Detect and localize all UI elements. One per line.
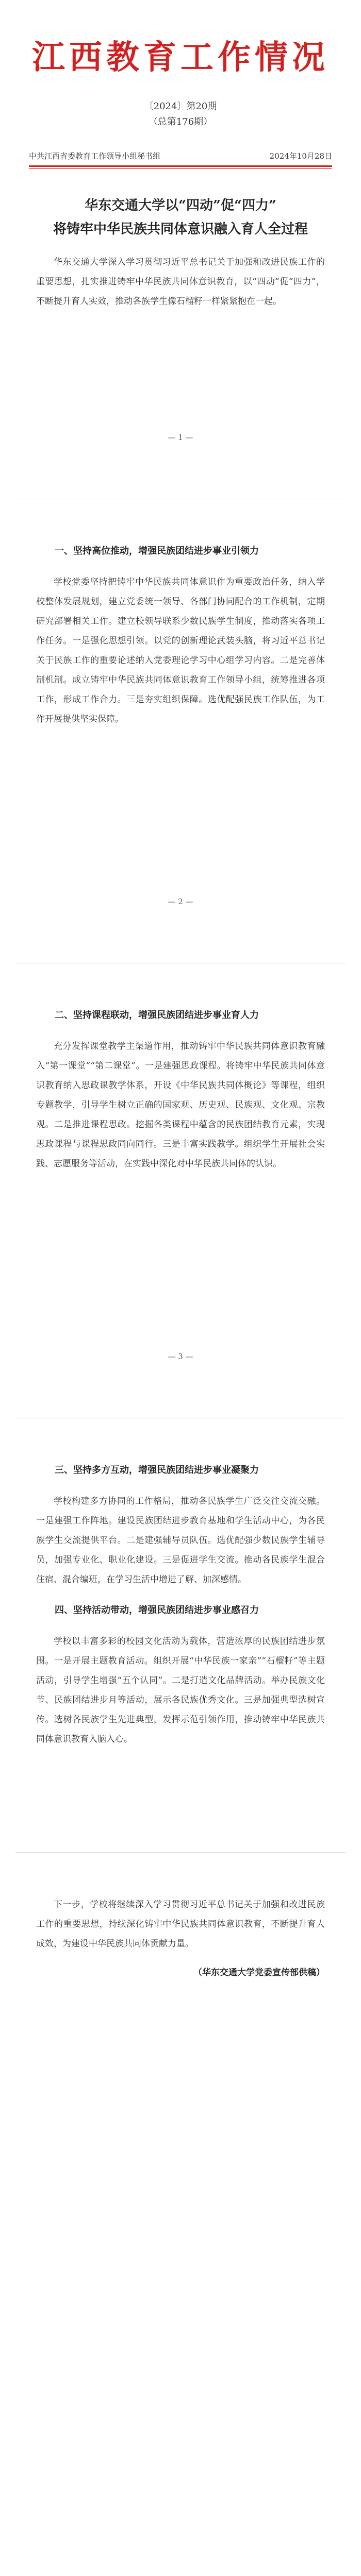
issue-number (0, 99, 361, 130)
section-4-heading: 四、坚持活动带动，增强民族团结进步事业感召力 (55, 1605, 259, 1616)
issuer: 中共江西省委教育工作领导小组秘书组 (29, 151, 161, 161)
page-number-2: — 2 — (168, 897, 193, 906)
issue-date: 2024年10月28日 (269, 151, 332, 161)
article-title-line-1: 华东交通大学以“四动”促“四力” (85, 198, 276, 213)
source-note: （华东交通大学党委宣传部供稿） (193, 1968, 325, 1978)
section-4-body: 学校以丰富多彩的校园文化活动为载体，营造浓厚的民族团结进步氛围。一是开展主题教育活动。组织开展“中华民族一家亲”“石榴籽”等主题活动，引导学生增强“五个认同”。二是打造文化品牌活动。举办民族文化节、民族团结进步月等活动，展示各民族优秀文化。三是加强典型选树宣传。选树各民族学生先进典型，发挥示范引领作用，推动铸牢中华民族共同体意识教育入脑入心。 (36, 1636, 325, 1744)
section-2-body: 充分发挥课堂教学主渠道作用，推动铸牢中华民族共同体意识教育融入“第一课堂”“第二课堂”。一是建强思政课程。将铸牢中华民族共同体意识教育纳入思政课教学体系，开设《中华民族共同体概论》等课程，组织专题教学，引导学生树立正确的国家观、历史观、民族观、文化观、宗教观。二是推进课程思政。挖掘各类课程中蕴含的民族团结教育元素，实现思政课程与课程思政同向同行。三是丰富实践教学。组织学生开展社会实践、志愿服务等活动，在实践中深化对中华民族共同体的认识。 (36, 1041, 325, 1169)
meta-row (29, 150, 332, 161)
closing-paragraph: 下一步，学校将继续深入学习贯彻习近平总书记关于加强和改进民族工作的重要思想，持续深化铸牢中华民族共同体意识教育，不断提升育人成效，为建设中华民族共同体贡献力量。 (36, 1900, 325, 1949)
red-divider (29, 165, 332, 167)
section-3-body: 学校构建多方协同的工作格局，推动各民族学生广泛交往交流交融。一是建强工作阵地。建设民族团结进步教育基地和学生活动中心，为各民族学生交流提供平台。二是建强辅导员队伍。选优配强少数民族学生辅导员，加强专业化、职业化建设。三是促进学生交流。推动各民族学生混合住宿、混合编班，在学习生活中增进了解、加深感情。 (36, 1496, 325, 1585)
article-title (0, 194, 361, 241)
intro-paragraph: 华东交通大学深入学习贯彻习近平总书记关于加强和改进民族工作的重要思想，扎实推进铸牢中华民族共同体意识教育，以“四动”促“四力”，不断提升育人实效，推动各族学生像石榴籽一样紧紧抱在一起。 (36, 257, 325, 307)
issue-line-2: （总第176期） (148, 116, 213, 127)
section-1-heading: 一、坚持高位推动，增强民族团结进步事业引领力 (55, 546, 259, 556)
section-2-heading: 二、坚持课程联动，增强民族团结进步事业育人力 (55, 1010, 259, 1021)
page-number-3: — 3 — (168, 1352, 193, 1361)
red-divider-thin (29, 168, 332, 169)
header (0, 0, 361, 130)
section-1-body: 学校党委坚持把铸牢中华民族共同体意识作为重要政治任务，纳入学校整体发展规划，建立党委统一领导、各部门协同配合的工作机制，定期研究部署相关工作。建立校领导联系少数民族学生制度，推动落实各项工作任务。一是强化思想引领。以党的创新理论武装头脑，将习近平总书记关于民族工作的重要论述纳入党委理论学习中心组学习内容。二是完善体制机制。成立铸牢中华民族共同体意识教育工作领导小组，统筹推进各项工作，形成工作合力。三是夯实组织保障。选优配强民族工作队伍，为工作开展提供坚实保障。 (36, 577, 325, 724)
page-number-1: — 1 — (168, 433, 193, 442)
section-3-heading: 三、坚持多方互动，增强民族团结进步事业凝聚力 (55, 1465, 259, 1476)
article-title-line-2: 将铸牢中华民族共同体意识融入育人全过程 (53, 222, 308, 237)
masthead-title: 江西教育工作情况 (32, 38, 329, 77)
issue-line-1: 〔2024〕第20期 (144, 101, 217, 112)
